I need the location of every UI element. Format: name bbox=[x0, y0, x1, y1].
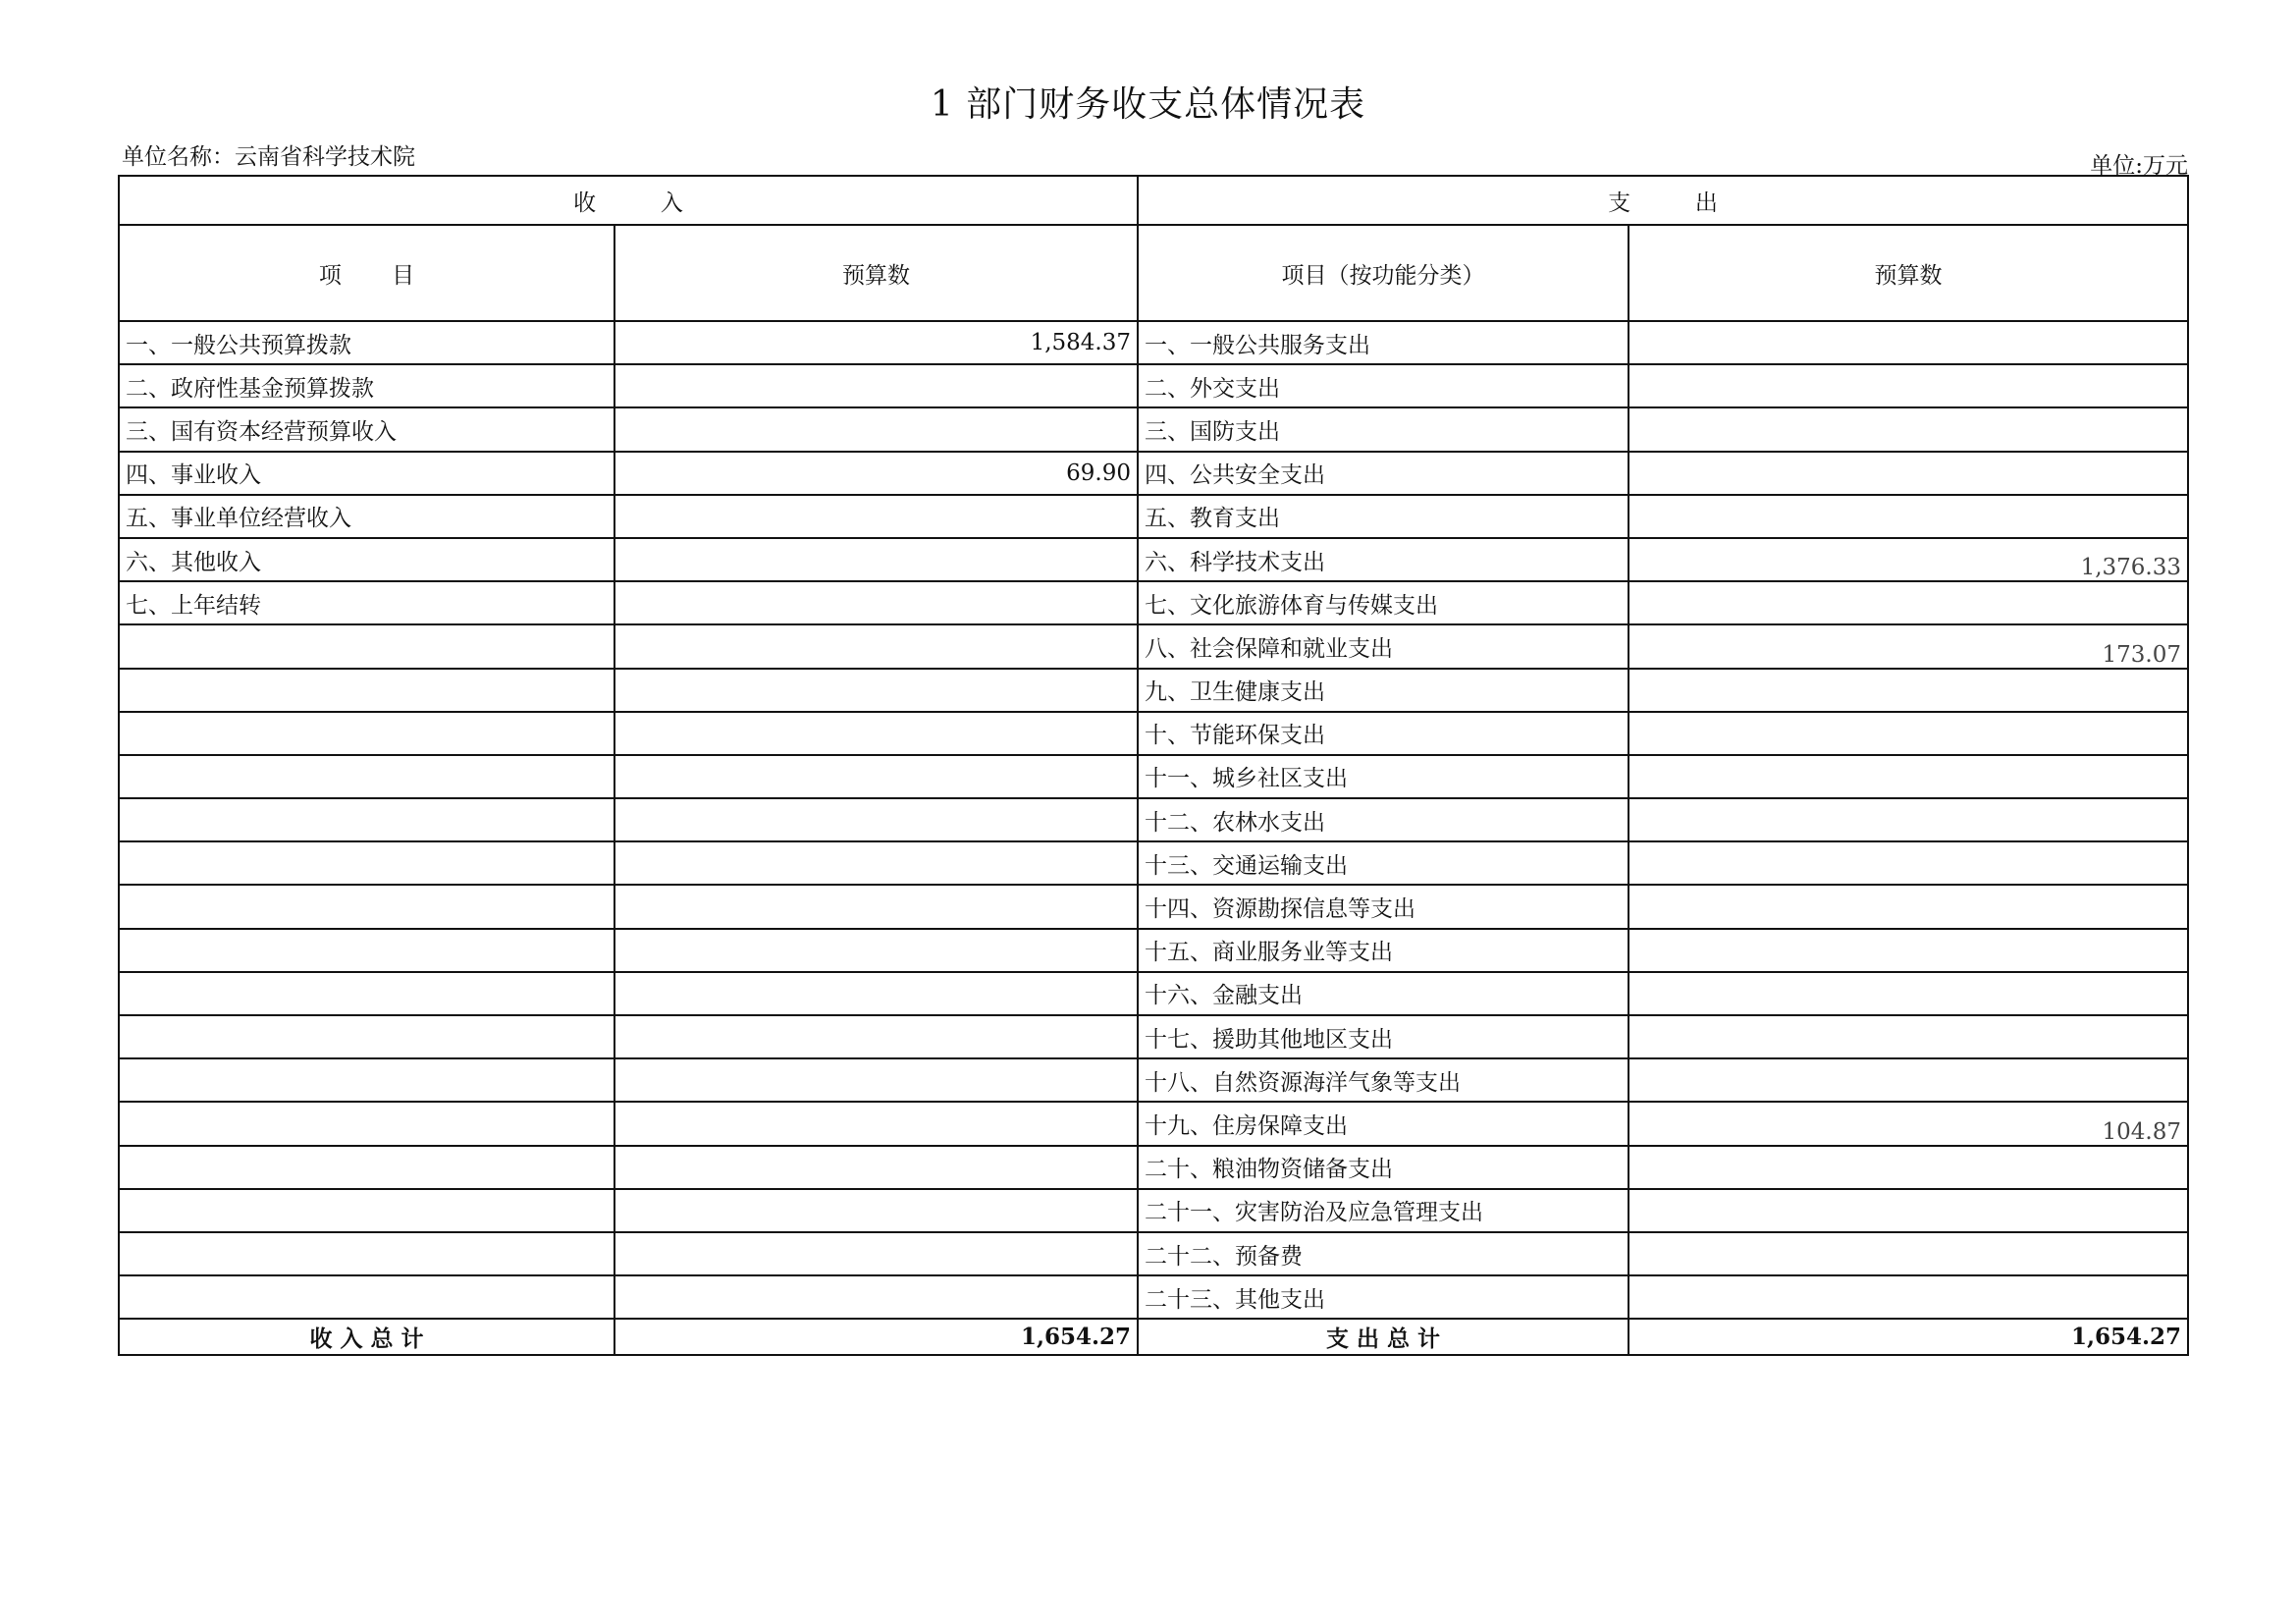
expense-item-cell: 十一、城乡社区支出 bbox=[1138, 755, 1629, 798]
expense-item-cell: 九、卫生健康支出 bbox=[1138, 669, 1629, 712]
expense-item-cell: 十六、金融支出 bbox=[1138, 972, 1629, 1015]
income-item-cell bbox=[119, 712, 614, 755]
income-value-cell bbox=[614, 1058, 1138, 1102]
income-value-cell bbox=[614, 885, 1138, 928]
income-item-cell bbox=[119, 885, 614, 928]
expense-budget-header: 预算数 bbox=[1629, 225, 2188, 321]
expense-value-cell bbox=[1629, 407, 2188, 451]
income-value-cell bbox=[614, 669, 1138, 712]
income-value-cell bbox=[614, 972, 1138, 1015]
table-row bbox=[119, 841, 2188, 885]
expense-value-cell bbox=[1629, 321, 2188, 364]
income-value-cell bbox=[614, 364, 1138, 407]
expense-item-cell: 二十二、预备费 bbox=[1138, 1232, 1629, 1275]
income-value-cell: 69.90 bbox=[614, 452, 1138, 495]
income-value-cell bbox=[614, 841, 1138, 885]
expense-value-cell bbox=[1629, 929, 2188, 972]
expense-value-cell bbox=[1629, 1058, 2188, 1102]
expense-value-cell bbox=[1629, 581, 2188, 624]
income-value-cell bbox=[614, 407, 1138, 451]
expense-value-cell bbox=[1629, 1275, 2188, 1319]
income-value-cell bbox=[614, 1275, 1138, 1319]
income-value-cell bbox=[614, 581, 1138, 624]
table-row bbox=[119, 321, 2188, 364]
expense-value-cell bbox=[1629, 972, 2188, 1015]
expense-value-cell bbox=[1629, 669, 2188, 712]
income-total-value: 1,654.27 bbox=[614, 1319, 1138, 1355]
expense-value-cell: 1,376.33 bbox=[1629, 538, 2188, 581]
income-item-cell: 七、上年结转 bbox=[119, 581, 614, 624]
income-item-cell bbox=[119, 1146, 614, 1189]
income-value-cell bbox=[614, 1232, 1138, 1275]
expense-item-cell: 十八、自然资源海洋气象等支出 bbox=[1138, 1058, 1629, 1102]
income-total-label: 收 入 总 计 bbox=[119, 1319, 614, 1355]
income-item-cell bbox=[119, 798, 614, 841]
expense-value-cell bbox=[1629, 798, 2188, 841]
table-row bbox=[119, 669, 2188, 712]
table-row bbox=[119, 581, 2188, 624]
income-value-cell bbox=[614, 624, 1138, 668]
table-row bbox=[119, 538, 2188, 581]
expense-item-cell: 十七、援助其他地区支出 bbox=[1138, 1015, 1629, 1058]
table-row bbox=[119, 624, 2188, 668]
table-row bbox=[119, 755, 2188, 798]
expense-item-cell: 二十一、灾害防治及应急管理支出 bbox=[1138, 1189, 1629, 1232]
expense-item-cell: 十、节能环保支出 bbox=[1138, 712, 1629, 755]
income-item-header: 项 目 bbox=[119, 225, 614, 321]
income-section-header: 收 入 bbox=[119, 176, 1138, 225]
expense-item-header: 项目（按功能分类） bbox=[1138, 225, 1629, 321]
unit-label: 单位:万元 bbox=[2090, 153, 2188, 179]
expense-item-cell: 十九、住房保障支出 bbox=[1138, 1102, 1629, 1145]
income-value-cell bbox=[614, 1015, 1138, 1058]
expense-value-cell bbox=[1629, 1189, 2188, 1232]
expense-total-value: 1,654.27 bbox=[1629, 1319, 2188, 1355]
income-value-cell bbox=[614, 755, 1138, 798]
income-item-cell bbox=[119, 841, 614, 885]
income-item-cell bbox=[119, 669, 614, 712]
table-row bbox=[119, 1015, 2188, 1058]
income-item-cell bbox=[119, 1232, 614, 1275]
expense-item-cell: 十二、农林水支出 bbox=[1138, 798, 1629, 841]
income-item-cell bbox=[119, 624, 614, 668]
table-row bbox=[119, 364, 2188, 407]
income-budget-header: 预算数 bbox=[614, 225, 1138, 321]
table-row bbox=[119, 452, 2188, 495]
table-row bbox=[119, 495, 2188, 538]
finance-table-body bbox=[119, 176, 2188, 1355]
expense-value-cell bbox=[1629, 755, 2188, 798]
section-header-row bbox=[119, 176, 2188, 225]
expense-item-cell: 四、公共安全支出 bbox=[1138, 452, 1629, 495]
totals-row bbox=[119, 1319, 2188, 1355]
table-row bbox=[119, 407, 2188, 451]
expense-section-header: 支 出 bbox=[1138, 176, 2188, 225]
income-item-cell: 三、国有资本经营预算收入 bbox=[119, 407, 614, 451]
expense-item-cell: 十五、商业服务业等支出 bbox=[1138, 929, 1629, 972]
page-title: 1 部门财务收支总体情况表 bbox=[930, 84, 1366, 125]
income-value-cell bbox=[614, 798, 1138, 841]
income-item-cell bbox=[119, 1275, 614, 1319]
income-value-cell bbox=[614, 495, 1138, 538]
expense-item-cell: 二十、粮油物资储备支出 bbox=[1138, 1146, 1629, 1189]
income-value-cell bbox=[614, 1189, 1138, 1232]
table-row bbox=[119, 1058, 2188, 1102]
income-item-cell bbox=[119, 1058, 614, 1102]
table-row bbox=[119, 1102, 2188, 1145]
table-row bbox=[119, 798, 2188, 841]
income-item-cell: 五、事业单位经营收入 bbox=[119, 495, 614, 538]
income-value-cell bbox=[614, 929, 1138, 972]
income-item-cell bbox=[119, 929, 614, 972]
expense-item-cell: 十三、交通运输支出 bbox=[1138, 841, 1629, 885]
income-item-cell bbox=[119, 1189, 614, 1232]
table-row bbox=[119, 929, 2188, 972]
table-row bbox=[119, 1146, 2188, 1189]
expense-total-label: 支 出 总 计 bbox=[1138, 1319, 1629, 1355]
finance-table bbox=[118, 175, 2189, 1356]
table-row bbox=[119, 1275, 2188, 1319]
table-row bbox=[119, 1232, 2188, 1275]
income-value-cell bbox=[614, 1102, 1138, 1145]
expense-value-cell: 173.07 bbox=[1629, 624, 2188, 668]
table-row bbox=[119, 1189, 2188, 1232]
expense-item-cell: 六、科学技术支出 bbox=[1138, 538, 1629, 581]
income-value-cell: 1,584.37 bbox=[614, 321, 1138, 364]
expense-value-cell bbox=[1629, 495, 2188, 538]
income-item-cell bbox=[119, 1102, 614, 1145]
expense-item-cell: 七、文化旅游体育与传媒支出 bbox=[1138, 581, 1629, 624]
income-item-cell: 四、事业收入 bbox=[119, 452, 614, 495]
column-header-row bbox=[119, 225, 2188, 321]
expense-value-cell bbox=[1629, 364, 2188, 407]
expense-item-cell: 十四、资源勘探信息等支出 bbox=[1138, 885, 1629, 928]
income-item-cell bbox=[119, 972, 614, 1015]
expense-value-cell bbox=[1629, 841, 2188, 885]
expense-item-cell: 二、外交支出 bbox=[1138, 364, 1629, 407]
expense-item-cell: 三、国防支出 bbox=[1138, 407, 1629, 451]
expense-value-cell bbox=[1629, 1232, 2188, 1275]
income-item-cell bbox=[119, 755, 614, 798]
expense-item-cell: 一、一般公共服务支出 bbox=[1138, 321, 1629, 364]
income-item-cell bbox=[119, 1015, 614, 1058]
income-value-cell bbox=[614, 712, 1138, 755]
income-value-cell bbox=[614, 538, 1138, 581]
expense-value-cell bbox=[1629, 712, 2188, 755]
income-value-cell bbox=[614, 1146, 1138, 1189]
expense-item-cell: 二十三、其他支出 bbox=[1138, 1275, 1629, 1319]
expense-item-cell: 八、社会保障和就业支出 bbox=[1138, 624, 1629, 668]
income-item-cell: 一、一般公共预算拨款 bbox=[119, 321, 614, 364]
expense-value-cell bbox=[1629, 452, 2188, 495]
income-item-cell: 六、其他收入 bbox=[119, 538, 614, 581]
expense-value-cell bbox=[1629, 1015, 2188, 1058]
expense-value-cell bbox=[1629, 885, 2188, 928]
table-row bbox=[119, 885, 2188, 928]
expense-value-cell bbox=[1629, 1146, 2188, 1189]
table-row bbox=[119, 712, 2188, 755]
expense-item-cell: 五、教育支出 bbox=[1138, 495, 1629, 538]
income-item-cell: 二、政府性基金预算拨款 bbox=[119, 364, 614, 407]
expense-value-cell: 104.87 bbox=[1629, 1102, 2188, 1145]
unit-name: 单位名称：云南省科学技术院 bbox=[122, 144, 415, 170]
table-row bbox=[119, 972, 2188, 1015]
